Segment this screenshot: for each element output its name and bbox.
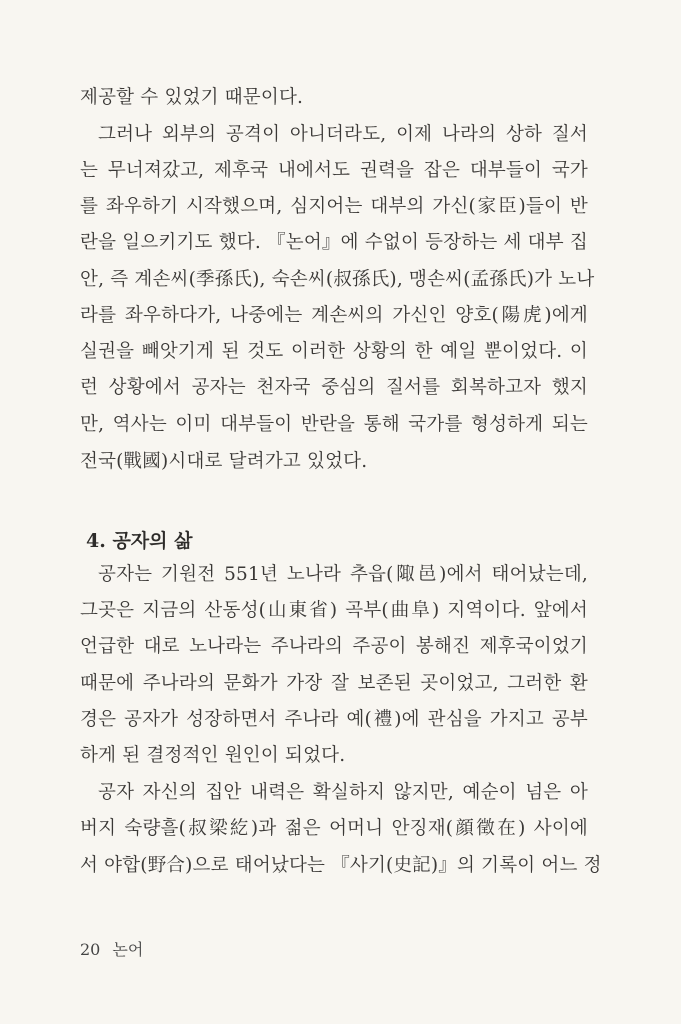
text-line: 만, 역사는 이미 대부들이 반란을 통해 국가를 형성하게 되는 bbox=[80, 414, 588, 435]
text-line: 때문에 주나라의 문화가 가장 잘 보존된 곳이었고, 그러한 환 bbox=[80, 673, 588, 694]
text-line: 하게 된 결정적인 원인이 되었다. bbox=[80, 745, 346, 766]
text-line: 안, 즉 계손씨(季孫氏), 숙손씨(叔孫氏), 맹손씨(孟孫氏)가 노나 bbox=[80, 269, 595, 290]
text-line: 는 무너져갔고, 제후국 내에서도 권력을 잡은 대부들이 국가 bbox=[80, 160, 588, 181]
text-line: 란을 일으키기도 했다. 『논어』에 수없이 등장하는 세 대부 집 bbox=[80, 232, 588, 253]
text-line: 버지 숙량흘(叔梁紇)과 젊은 어머니 안징재(顔徵在) 사이에 bbox=[80, 818, 588, 839]
text-line: 전국(戰國)시대로 달려가고 있었다. bbox=[80, 451, 368, 472]
text-line: 경은 공자가 성장하면서 주나라 예(禮)에 관심을 가지고 공부 bbox=[80, 709, 588, 730]
text-line: 그곳은 지금의 산동성(山東省) 곡부(曲阜) 지역이다. 앞에서 bbox=[80, 600, 588, 621]
text-line: 라를 좌우하다가, 나중에는 계손씨의 가신인 양호(陽虎)에게 bbox=[80, 305, 588, 326]
section-heading: 4. 공자의 삶 bbox=[86, 530, 193, 552]
text-line: 를 좌우하기 시작했으며, 심지어는 대부의 가신(家臣)들이 반 bbox=[80, 196, 588, 217]
page-footer bbox=[80, 937, 155, 960]
book-title: 논어 bbox=[112, 940, 144, 959]
text-line: 서 야합(野合)으로 태어났다는 『사기(史記)』의 기록이 어느 정 bbox=[80, 855, 602, 876]
text-line: 제공할 수 있었기 때문이다. bbox=[80, 87, 304, 108]
text-line: 런 상황에서 공자는 천자국 중심의 질서를 회복하고자 했지 bbox=[80, 377, 588, 398]
text-line: 실권을 빼앗기게 된 것도 이러한 상황의 한 예일 뿐이었다. 이 bbox=[80, 341, 588, 362]
text-line: 그러나 외부의 공격이 아니더라도, 이제 나라의 상하 질서 bbox=[98, 124, 588, 145]
text-line: 언급한 대로 노나라는 주나라의 주공이 봉해진 제후국이었기 bbox=[80, 636, 588, 657]
text-line: 공자 자신의 집안 내력은 확실하지 않지만, 예순이 넘은 아 bbox=[98, 782, 588, 803]
text-line: 공자는 기원전 551년 노나라 추읍(陬邑)에서 태어났는데, bbox=[98, 564, 588, 585]
page-number: 20 bbox=[80, 940, 101, 959]
